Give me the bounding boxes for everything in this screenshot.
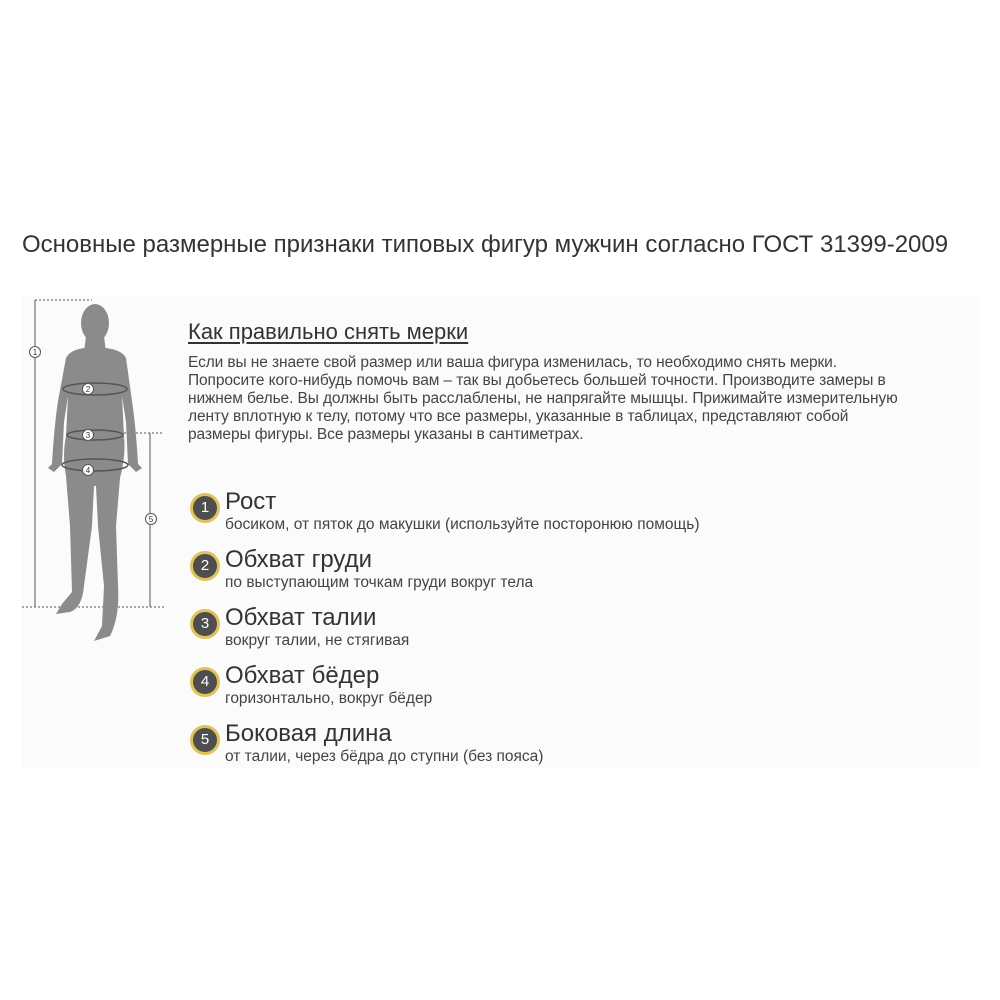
- number-badge: 2: [190, 551, 220, 581]
- marker-4-label: 4: [85, 466, 91, 475]
- measurement-description: вокруг талии, не стягивая: [225, 632, 410, 649]
- instructions: [188, 318, 908, 444]
- measurement-title: Обхват талии: [225, 604, 377, 631]
- measurement-item-waist: [188, 604, 968, 662]
- measurement-item-chest: [188, 546, 968, 604]
- number-badge: 3: [190, 609, 220, 639]
- measurement-panel: [22, 296, 980, 768]
- measurement-description: по выступающим точкам груди вокруг тела: [225, 574, 534, 591]
- measurement-title: Обхват груди: [225, 546, 373, 573]
- page-title: Основные размерные признаки типовых фигур мужчин согласно ГОСТ 31399-2009: [22, 231, 949, 258]
- measurement-description: от талии, через бёдра до ступни (без пояса): [225, 748, 544, 765]
- body-diagram: [22, 296, 192, 646]
- number-badge: 4: [190, 667, 220, 697]
- marker-3-label: 3: [85, 431, 91, 440]
- measurement-list: [188, 488, 968, 778]
- measurement-title: Боковая длина: [225, 720, 392, 747]
- measurement-description: горизонтально, вокруг бёдер: [225, 690, 433, 707]
- measurement-title: Рост: [225, 488, 277, 515]
- marker-2-label: 2: [85, 385, 91, 394]
- marker-5-label: 5: [148, 515, 154, 524]
- measurement-item-side-length: [188, 720, 968, 778]
- intro-text: Если вы не знаете свой размер или ваша фигура изменилась, то необходимо снять мерки. Попросите кого-нибудь помочь вам – так вы добьетесь большей точности. Производите замеры в нижнем белье. Вы должны быть расслаблены, не напрягайте мышцы. Прижимайте измерительную ленту вплотную к телу, потому что все размеры, указанные в таблицах, представляют собой размеры фигуры. Все размеры указаны в сантиметрах.: [188, 354, 898, 443]
- number-badge: 5: [190, 725, 220, 755]
- marker-1-label: 1: [32, 348, 38, 357]
- measurement-item-height: [188, 488, 968, 546]
- human-silhouette: [48, 304, 142, 641]
- measurement-title: Обхват бёдер: [225, 662, 380, 689]
- section-heading: Как правильно снять мерки: [188, 319, 469, 344]
- number-badge: 1: [190, 493, 220, 523]
- male-figure-illustration: [22, 296, 192, 646]
- measurement-description: босиком, от пяток до макушки (используйте посторонюю помощь): [225, 516, 700, 533]
- measurement-item-hips: [188, 662, 968, 720]
